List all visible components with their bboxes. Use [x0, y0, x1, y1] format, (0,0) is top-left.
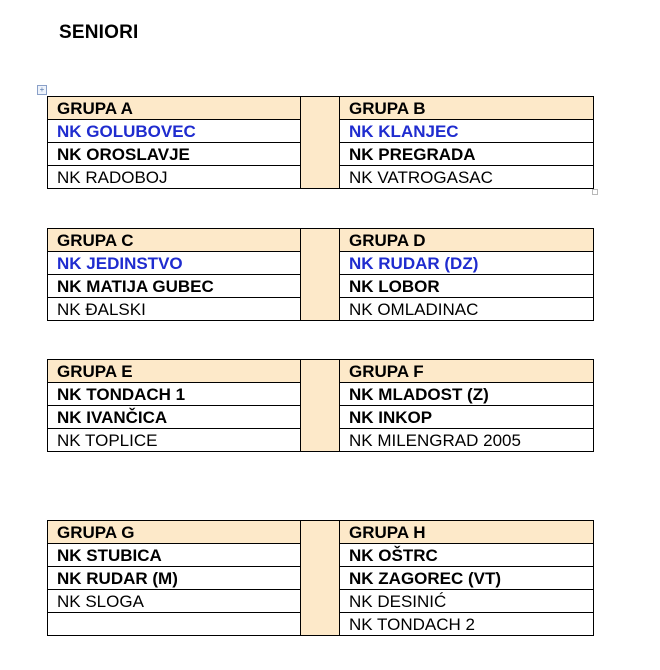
group-a-team: NK OROSLAVJE: [48, 143, 301, 166]
group-a-header: GRUPA A: [48, 97, 301, 120]
table-resize-handle[interactable]: [592, 189, 598, 195]
group-e-header: GRUPA E: [48, 360, 301, 383]
separator-column: [301, 360, 340, 452]
group-b-team: NK KLANJEC: [340, 120, 594, 143]
group-h-team: NK ZAGOREC (VT): [340, 567, 594, 590]
group-e-team: NK TOPLICE: [48, 429, 301, 452]
group-f-header: GRUPA F: [340, 360, 594, 383]
group-d-team: NK LOBOR: [340, 275, 594, 298]
group-d-team: NK OMLADINAC: [340, 298, 594, 321]
group-g-team: NK STUBICA: [48, 544, 301, 567]
group-h-team: NK DESINIĆ: [340, 590, 594, 613]
group-c-header: GRUPA C: [48, 229, 301, 252]
group-b-header: GRUPA B: [340, 97, 594, 120]
group-f-team: NK INKOP: [340, 406, 594, 429]
group-e-team: NK TONDACH 1: [48, 383, 301, 406]
separator-column: [301, 229, 340, 321]
group-h-header: GRUPA H: [340, 521, 594, 544]
group-table-c-d: [47, 228, 594, 321]
group-b-team: NK PREGRADA: [340, 143, 594, 166]
group-f-team: NK MLADOST (Z): [340, 383, 594, 406]
group-g-team: [48, 613, 301, 636]
group-f-team: NK MILENGRAD 2005: [340, 429, 594, 452]
group-table-e-f: [47, 359, 594, 452]
group-d-team: NK RUDAR (DZ): [340, 252, 594, 275]
group-b-team: NK VATROGASAC: [340, 166, 594, 189]
group-a-team: NK RADOBOJ: [48, 166, 301, 189]
group-h-team: NK TONDACH 2: [340, 613, 594, 636]
group-d-header: GRUPA D: [340, 229, 594, 252]
group-c-team: NK MATIJA GUBEC: [48, 275, 301, 298]
group-c-team: NK ĐALSKI: [48, 298, 301, 321]
table-move-handle-icon[interactable]: +: [37, 85, 47, 95]
group-g-team: NK RUDAR (M): [48, 567, 301, 590]
group-g-team: NK SLOGA: [48, 590, 301, 613]
group-g-header: GRUPA G: [48, 521, 301, 544]
group-table-a-b: [47, 96, 594, 189]
group-table-g-h: [47, 520, 594, 636]
group-c-team: NK JEDINSTVO: [48, 252, 301, 275]
group-h-team: NK OŠTRC: [340, 544, 594, 567]
page-title: SENIORI: [59, 22, 139, 43]
separator-column: [301, 97, 340, 189]
group-e-team: NK IVANČICA: [48, 406, 301, 429]
separator-column: [301, 521, 340, 636]
group-a-team: NK GOLUBOVEC: [48, 120, 301, 143]
